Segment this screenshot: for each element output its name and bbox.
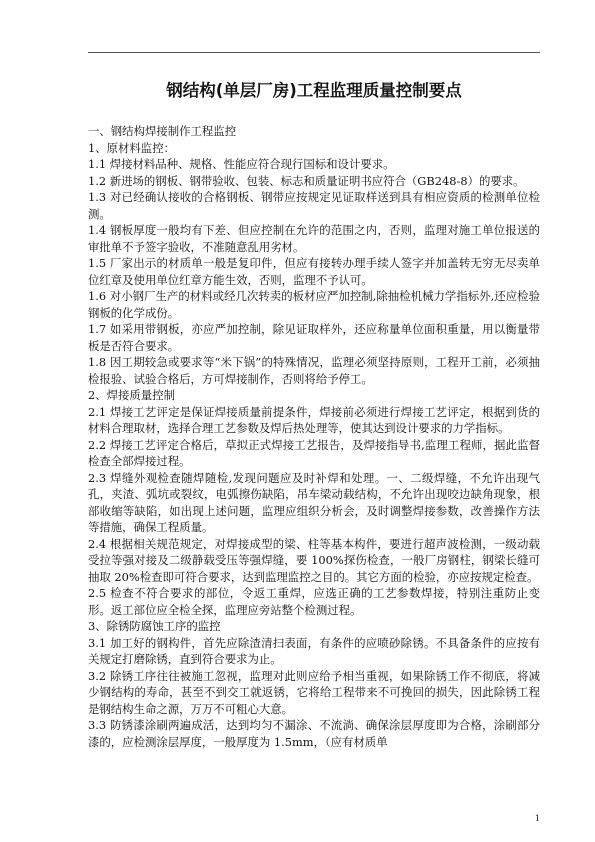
document-title: 钢结构(单层厂房)工程监理质量控制要点 [166, 81, 462, 100]
header-rule [88, 52, 540, 53]
paragraph: 1.8 因工期较急或要求等“米下锅”的特殊情况，监理必须坚持原则，工程开工前，必须抽检报验、试验合格后，方可焊接制作，否则将给予停工。 [88, 355, 540, 386]
paragraph: 1.6 对小钢厂生产的材料或经几次转卖的板材应严加控制,除抽检机械力学指标外,还应检验钢板的化学成份。 [88, 289, 540, 320]
paragraph: 1.7 如采用带钢板，亦应严加控制，除见证取样外，还应称量单位面积重量，用以衡量带板是否符合要求。 [88, 322, 540, 353]
paragraph: 1.4 钢板厚度一般均有下差、但应控制在允许的范围之内，否则，监理对施工单位报送的审批单不予签字验收，不准随意乱用劣材。 [88, 223, 540, 254]
paragraph: 2.2 焊接工艺评定合格后，草拟正式焊接工艺报告，及焊接指导书,监理工程师，据此监督检查全部焊接过程。 [88, 437, 540, 468]
paragraph: 3.3 防锈漆涂刷两遍成活，达到均匀不漏涂、不流淌、确保涂层厚度即为合格，涂刷部分漆的，应检测涂层厚度，一般厚度为 1.5mm，（应有材质单 [88, 718, 540, 749]
paragraph: 2.5 检查不符合要求的部位，令返工重焊，应选正确的工艺参数焊接，特别注重防止变形。返工部位应全检全探，监理应旁站整个检测过程。 [88, 586, 540, 617]
paragraph: 1.2 新进场的钢板、钢带验收、包装、标志和质量证明书应符合（GB248-8）的要求。 [88, 173, 525, 188]
subsection-heading: 2、焊接质量控制 [88, 388, 175, 402]
paragraph: 3.1 加工好的钢构件，首先应除渣清扫表面，有条件的应喷砂除锈。不具备条件的应按有关规定打磨除锈，直到符合要求为止。 [88, 635, 540, 666]
paragraph: 1.3 对已经确认接收的合格钢板、钢带应按规定见证取样送到具有相应资质的检测单位检测。 [88, 190, 540, 221]
paragraph: 1.5 厂家出示的材质单一般是复印件，但应有接转办理手续人签字并加盖转无穷无尽卖单位红章及使用单位红章方能生效，否则，监理不予认可。 [88, 256, 540, 287]
paragraph: 2.1 焊接工艺评定是保证焊接质量前提条件，焊接前必须进行焊接工艺评定，根据到货的材料合理取材，选择合理工艺参数及焊后热处理等，使其达到设计要求的力学指标。 [88, 404, 540, 435]
paragraph: 3.2 除锈工序往往被施工忽视，监理对此则应给予相当重视，如果除锈工作不彻底，将减少钢结构的寿命，甚至不到交工就返锈，它将给工程带来不可挽回的损失，因此除锈工程是钢结构生命之源，万万不可粗心大意。 [88, 668, 540, 716]
document-body [88, 123, 540, 750]
paragraph: 2.4 根据相关规范规定，对焊接成型的梁、柱等基本构件，要进行超声波检测，一级动载受拉等强对接及二级静载受压等强焊缝，要 100%探伤检查，一般厂房钢柱，钢梁长缝可抽取 20%检查即可符合要求，达到监理监控之目的。其它方面的检验，亦应按规定检查。 [88, 536, 540, 584]
section-heading: 一、钢结构焊接制作工程监控 [88, 124, 237, 138]
subsection-heading: 3、除锈防腐蚀工序的监控 [88, 619, 221, 633]
paragraph: 1.1 焊接材料品种、规格、性能应符合现行国标和设计要求。 [88, 157, 395, 171]
subsection-heading: 1、原材料监控： [88, 140, 175, 155]
paragraph: 2.3 焊缝外观检查随焊随检,发现问题应及时补焊和处理。一、二级焊缝，不允许出现气孔，夹渣、弧坑或裂纹，电弧擦伤缺陷，吊车梁动载结构，不允许出现咬边缺角现象，根部收缩等缺陷，如出现上述问题，监理应组织分析会，及时调整焊接参数，改善操作方法等措施，确保工程质量。 [88, 470, 540, 534]
page-number: 1 [534, 814, 540, 823]
